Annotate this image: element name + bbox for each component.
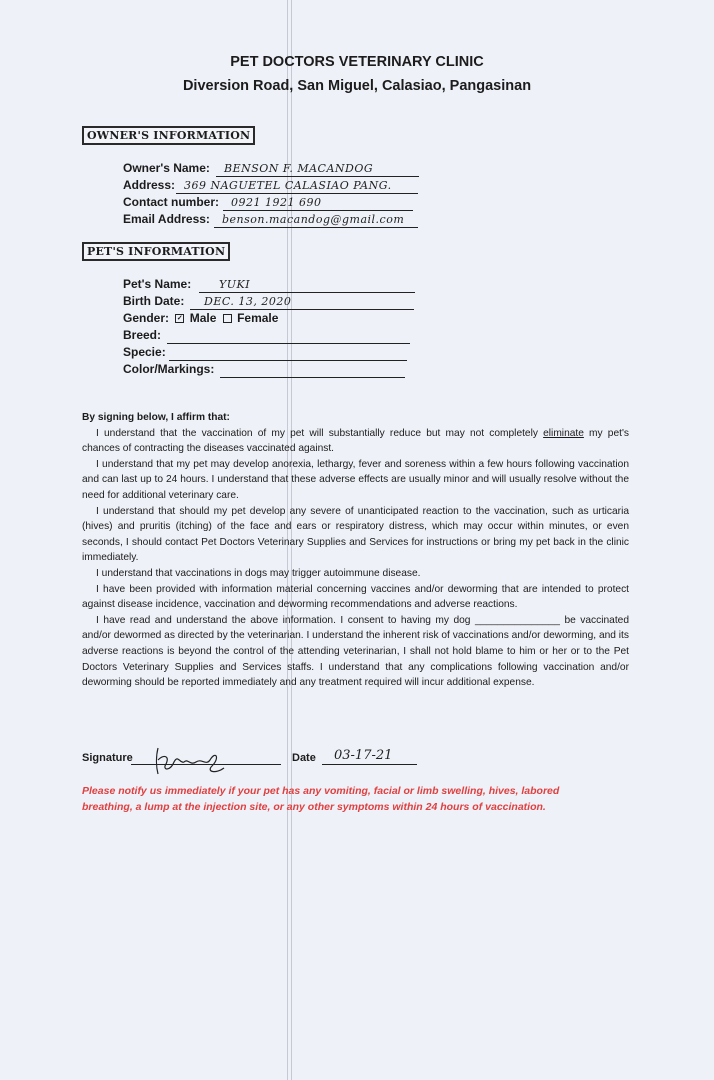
color-field[interactable] bbox=[220, 361, 405, 378]
color-label: Color/Markings: bbox=[123, 362, 215, 376]
birth-date-value: DEC. 13, 2020 bbox=[204, 295, 292, 308]
pet-name-label: Pet's Name: bbox=[123, 277, 192, 291]
email-value: benson.macandog@gmail.com bbox=[222, 213, 405, 226]
address-field[interactable] bbox=[176, 177, 418, 194]
address-label: Address: bbox=[123, 178, 176, 192]
breed-label: Breed: bbox=[123, 328, 162, 342]
affirmation-title: By signing below, I affirm that: bbox=[82, 412, 230, 423]
owner-name-value: BENSON F. MACANDOG bbox=[224, 162, 374, 175]
gender-male-label: Male bbox=[189, 311, 217, 325]
contact-row bbox=[123, 195, 322, 211]
email-label: Email Address: bbox=[123, 212, 210, 226]
breed-field[interactable] bbox=[167, 327, 410, 344]
affirmation-text: I understand that the vaccination of my pet will substantially reduce but may not completely bbox=[96, 427, 544, 439]
affirmation-paragraph: I understand that should my pet develop any severe of unanticipated reaction to the vaccination, such as urticaria (hives) and pruritis (itching) of the face and ears or respiratory distress, which may occur within minutes, or even seconds, I should contact Pet Doctors Veterinary Supplies and Services for instructions or bring my pet back in the clinic immediately. bbox=[82, 505, 629, 564]
gender-label: Gender: bbox=[123, 311, 170, 325]
affirmation-paragraph: I have been provided with information material concerning vaccines and/or deworming that are intended to protect against disease incidence, vaccination and deworming recommendations and adverse reactions. bbox=[82, 583, 629, 611]
owner-section-heading: OWNER'S INFORMATION bbox=[82, 126, 255, 145]
affirmation-paragraph bbox=[82, 426, 629, 457]
owner-name-field[interactable] bbox=[216, 160, 419, 177]
specie-row bbox=[123, 345, 166, 361]
specie-label: Specie: bbox=[123, 345, 166, 359]
affirmation-text: my pet's chances of contracting the diseases vaccinated against. bbox=[82, 427, 629, 455]
email-field[interactable] bbox=[214, 211, 418, 228]
birth-date-label: Birth Date: bbox=[123, 294, 185, 308]
specie-field[interactable] bbox=[169, 344, 407, 361]
clinic-name: PET DOCTORS VETERINARY CLINIC bbox=[230, 54, 484, 70]
pet-name-value: YUKI bbox=[219, 278, 251, 291]
pet-name-field[interactable] bbox=[199, 276, 415, 293]
birth-date-row bbox=[123, 294, 292, 310]
gender-female-checkbox[interactable] bbox=[223, 314, 232, 323]
handwritten-signature bbox=[150, 740, 230, 780]
affirmation-underlined-word: eliminate bbox=[543, 427, 584, 439]
contact-label: Contact number: bbox=[123, 195, 219, 209]
date-value: 03-17-21 bbox=[334, 748, 393, 763]
affirmation-section bbox=[82, 410, 629, 691]
date-label: Date bbox=[292, 752, 316, 764]
pet-name-row bbox=[123, 277, 251, 293]
address-row bbox=[123, 178, 392, 194]
clinic-address: Diversion Road, San Miguel, Calasiao, Pangasinan bbox=[182, 78, 532, 94]
birth-date-field[interactable] bbox=[190, 293, 414, 310]
address-value: 369 NAGUETEL CALASIAO PANG. bbox=[184, 179, 392, 192]
email-row bbox=[123, 212, 405, 228]
color-row bbox=[123, 362, 214, 378]
gender-female-label: Female bbox=[237, 311, 279, 325]
vaccination-notice: Please notify us immediately if your pet has any vomiting, facial or limb swelling, hives, labored breathing, a lump at the injection site, or any other symptoms within 24 hours of vaccination. bbox=[82, 785, 560, 813]
signature-label: Signature bbox=[82, 752, 133, 764]
contact-value: 0921 1921 690 bbox=[231, 196, 322, 209]
gender-row bbox=[123, 311, 278, 327]
owner-name-row bbox=[123, 161, 374, 177]
pet-section-heading: PET'S INFORMATION bbox=[82, 242, 230, 261]
gender-male-checkbox[interactable]: ✓ bbox=[176, 315, 183, 323]
breed-row bbox=[123, 328, 161, 344]
contact-field[interactable] bbox=[223, 194, 413, 211]
affirmation-paragraph: I understand that vaccinations in dogs may trigger autoimmune disease. bbox=[96, 567, 421, 579]
affirmation-paragraph: I have read and understand the above information. I consent to having my dog _______________ be vaccinated and/or dewormed as directed by the veterinarian. I understand the inherent risk of vaccinations and/or deworming, and its adverse reactions is beyond the control of the attending veterinarian, I shall not hold blame to him or her or to the Pet Doctors Veterinary Supplies and Services staffs. I understand that any complications following vaccination and/or deworming should be reported immediately and any treatment required will incur additional expense. bbox=[82, 614, 629, 689]
owner-name-label: Owner's Name: bbox=[123, 161, 210, 175]
date-field[interactable] bbox=[322, 764, 417, 765]
affirmation-paragraph: I understand that my pet may develop anorexia, lethargy, fever and soreness within a few hours following vaccination and can last up to 24 hours. I understand that these adverse effects are usually minor and will usually resolve without the need for additional veterinary care. bbox=[82, 458, 629, 501]
